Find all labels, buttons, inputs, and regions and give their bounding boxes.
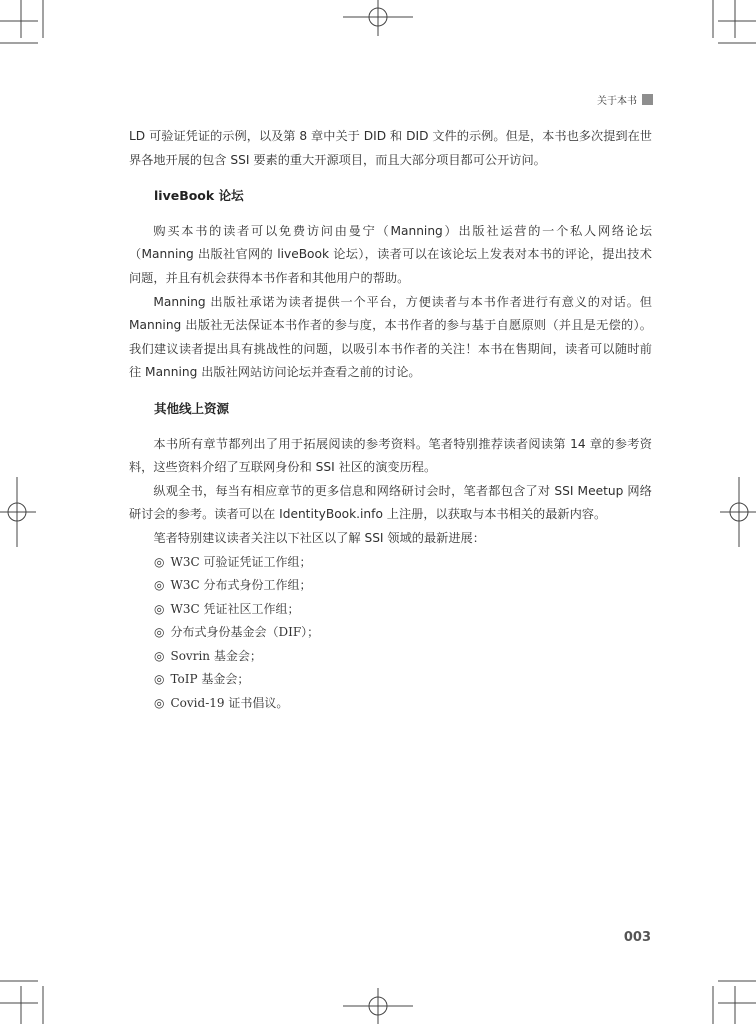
running-header bbox=[597, 92, 653, 107]
paragraph-intro-continued: LD 可验证凭证的示例，以及第 8 章中关于 DID 和 DID 文件的示例。但是，本书也多次提到在世界各地开展的包含 SSI 要素的重大开源项目，而且大部分项目都可公开访问。 bbox=[129, 129, 652, 167]
bullet-icon: ◎ bbox=[154, 648, 165, 663]
list-item: ◎ W3C 凭证社区工作组； bbox=[154, 601, 300, 616]
page-body bbox=[129, 125, 652, 716]
bullet-icon: ◎ bbox=[154, 554, 165, 569]
bullet-icon: ◎ bbox=[154, 696, 165, 711]
bullet-icon: ◎ bbox=[154, 601, 165, 616]
header-block-marker bbox=[642, 94, 653, 105]
bullet-icon: ◎ bbox=[154, 672, 165, 687]
paragraph-resources-communities: 笔者特别建议读者关注以下社区以了解 SSI 领域的最新进展： bbox=[153, 530, 485, 545]
registration-mark-left bbox=[0, 477, 36, 547]
paragraph-resources-references: 本书所有章节都列出了用于拓展阅读的参考资料。笔者特别推荐读者阅读第 14 章的参考资料，这些资料介绍了互联网身份和 SSI 社区的演变历程。 bbox=[129, 436, 652, 475]
paragraph-resources-webinars: 纵观全书，每当有相应章节的更多信息和网络研讨会时，笔者都包含了对 SSI Meetup 网络研讨会的参考。读者可以在 IdentityBook.info 上注册，以获取与本书相关的最新内容。 bbox=[129, 483, 652, 522]
registration-mark-right bbox=[720, 477, 756, 547]
heading-other-resources: 其他线上资源 bbox=[154, 400, 230, 416]
list-item: ◎ W3C 可验证凭证工作组； bbox=[154, 554, 312, 569]
registration-mark-top bbox=[343, 0, 413, 36]
list-item: ◎ ToIP 基金会； bbox=[154, 672, 250, 687]
community-list bbox=[129, 551, 652, 716]
heading-livebook-forum: liveBook 论坛 bbox=[154, 188, 244, 204]
list-item: ◎ Covid-19 证书倡议。 bbox=[154, 696, 289, 711]
list-item: ◎ Sovrin 基金会； bbox=[154, 648, 262, 663]
header-section-title: 关于本书 bbox=[597, 96, 637, 107]
registration-mark-bottom bbox=[343, 988, 413, 1024]
list-item: ◎ 分布式身份基金会（DIF）； bbox=[154, 625, 320, 640]
paragraph-forum-access: 购买本书的读者可以免费访问由曼宁（Manning）出版社运营的一个私人网络论坛（Manning 出版社官网的 liveBook 论坛），读者可以在该论坛上发表对本书的评论，提出技术问题，并且有机会获得本书作者和其他用户的帮助。 bbox=[129, 223, 652, 285]
bullet-icon: ◎ bbox=[154, 625, 165, 640]
paragraph-forum-commitment: Manning 出版社承诺为读者提供一个平台，方便读者与本书作者进行有意义的对话。但 Manning 出版社无法保证本书作者的参与度，本书作者的参与基于自愿原则（并且是无偿的）。我们建议读者提出具有挑战性的问题，以吸引本书作者的关注！本书在售期间，读者可以随时前往 Manning 出版社网站访问论坛并查看之前的讨论。 bbox=[129, 294, 652, 380]
list-item: ◎ W3C 分布式身份工作组； bbox=[154, 578, 312, 593]
page-number: 003 bbox=[623, 930, 651, 945]
bullet-icon: ◎ bbox=[154, 578, 165, 593]
